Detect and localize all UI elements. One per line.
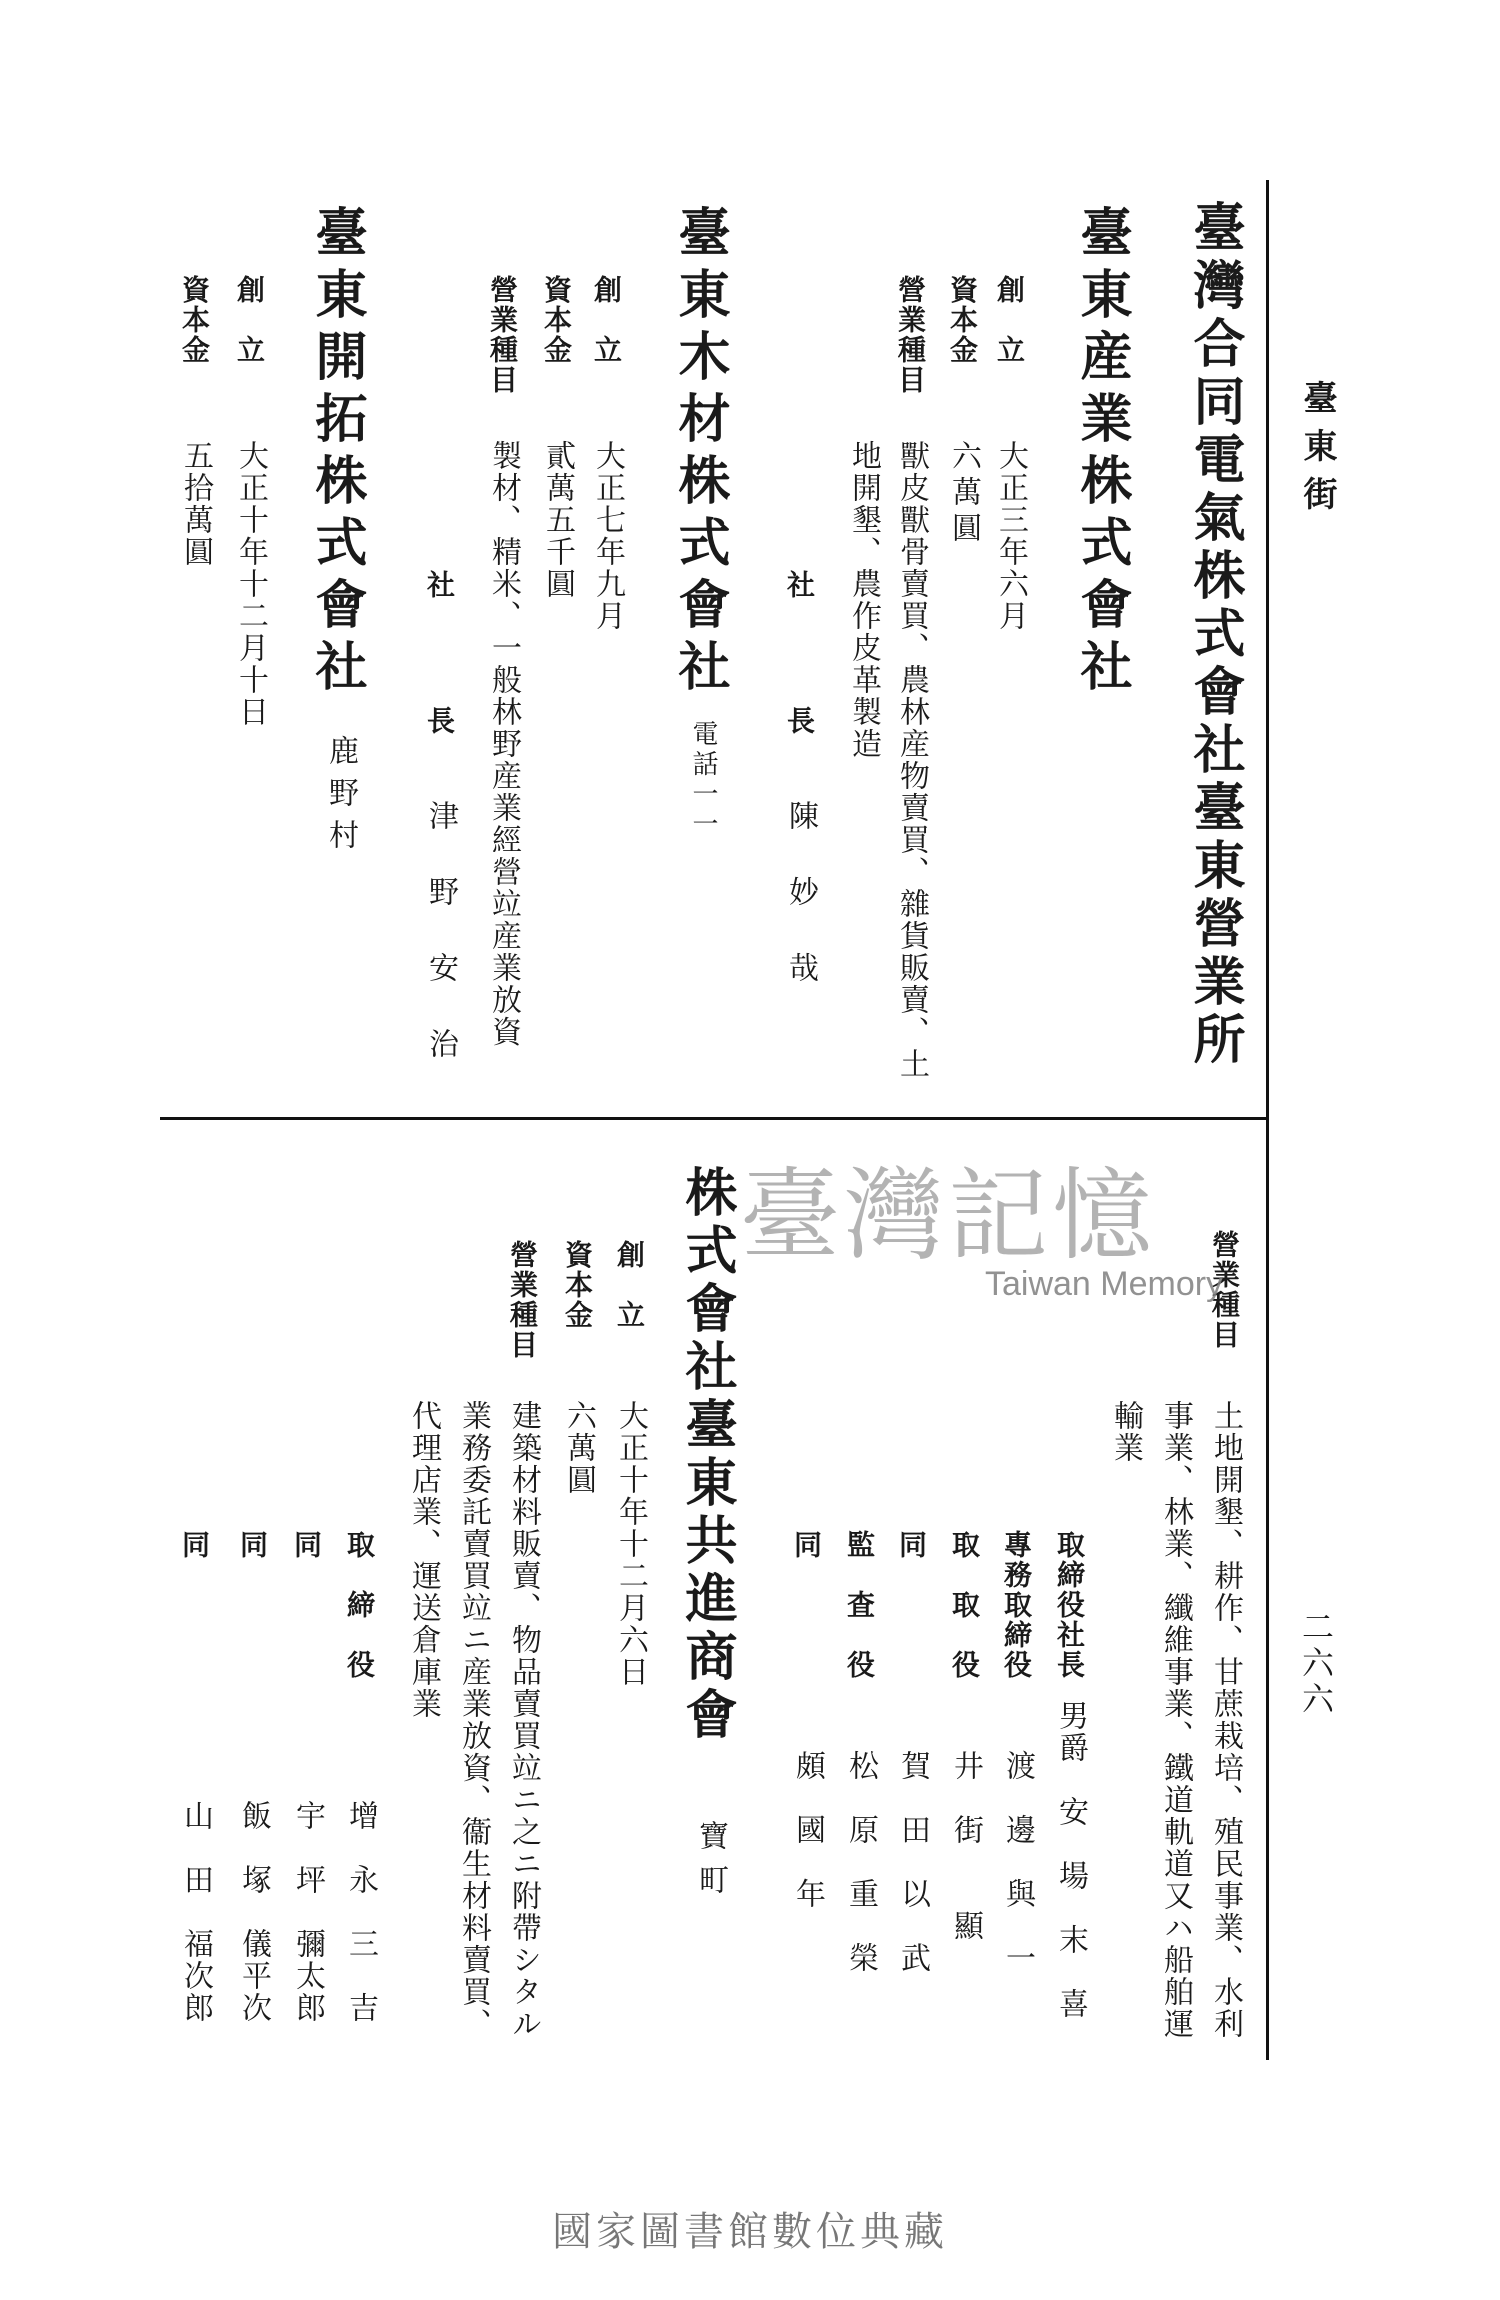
officer-role: 取 締 役 bbox=[343, 1530, 376, 1680]
officer-role: 同 bbox=[178, 1530, 211, 1560]
business-text: 代理店業、運送倉庫業 bbox=[406, 1400, 441, 1720]
business-label: 營業種目 bbox=[486, 275, 519, 395]
officer-role: 同 bbox=[790, 1530, 823, 1560]
capital-value: 五拾萬圓 bbox=[178, 440, 213, 568]
business-text: 土地開墾、耕作、甘蔗栽培、殖民事業、水利 bbox=[1208, 1400, 1243, 2040]
officer-role: 監 査 役 bbox=[843, 1530, 876, 1680]
business-text: 輸業 bbox=[1108, 1400, 1143, 1464]
capital-label: 資本金 bbox=[178, 275, 211, 365]
founded-value: 大正七年九月 bbox=[590, 440, 625, 632]
business-text: 業務委託賣買竝ニ産業放資、衞生材料賣買、 bbox=[456, 1400, 491, 2040]
company-title: 臺東産業株式會社 bbox=[1071, 205, 1132, 701]
business-text: 製材、精米、一般林野産業經營竝産業放資 bbox=[486, 440, 521, 1048]
founded-value: 大正三年六月 bbox=[993, 440, 1028, 632]
founded-label: 創 立 bbox=[613, 1240, 646, 1330]
company-location: 寶町 bbox=[693, 1820, 728, 1908]
officer-name: 松 原 重 榮 bbox=[843, 1750, 878, 1974]
capital-value: 貳萬五千圓 bbox=[540, 440, 575, 600]
officer-role: 取 取 役 bbox=[948, 1530, 981, 1680]
officer-role: 取締役社長 bbox=[1053, 1530, 1086, 1680]
running-title: 臺東街 bbox=[1297, 380, 1337, 524]
business-label: 營業種目 bbox=[506, 1240, 539, 1360]
president-name: 津 野 安 治 bbox=[423, 800, 458, 1066]
founded-label: 創 立 bbox=[993, 275, 1026, 365]
president-label: 社 長 bbox=[423, 570, 456, 774]
capital-value: 六萬圓 bbox=[561, 1400, 596, 1496]
company-title: 臺東開拓株式會社 bbox=[306, 205, 367, 701]
business-text: 建築材料販賣、物品賣買竝ニ之ニ附帶シタル bbox=[506, 1400, 541, 2040]
officer-name: 井 街 顯 bbox=[948, 1750, 983, 1942]
business-label: 營業種目 bbox=[1208, 1230, 1241, 1350]
company-location: 鹿野村 bbox=[323, 735, 358, 861]
company-title: 臺東木材株式會社 bbox=[669, 205, 730, 701]
company-title: 臺灣合同電氣株式會社臺東營業所 bbox=[1184, 200, 1245, 1070]
officer-name: 飯 塚 儀平次 bbox=[236, 1800, 271, 2024]
president-name: 陳 妙 哉 bbox=[783, 800, 818, 990]
business-text: 地開墾、農作皮革製造 bbox=[846, 440, 881, 760]
officer-role: 同 bbox=[895, 1530, 928, 1560]
business-text: 事業、林業、纖維事業、鐵道軌道又ハ船舶運 bbox=[1158, 1400, 1193, 2040]
library-footer: 國家圖書館數位典藏 bbox=[552, 2209, 948, 2255]
founded-label: 創 立 bbox=[233, 275, 266, 365]
phone-number: 電話一一 bbox=[688, 720, 718, 840]
vertical-rule bbox=[1266, 180, 1269, 2060]
horizontal-rule bbox=[160, 1117, 1268, 1120]
officer-name: 男爵 安 場 末 喜 bbox=[1053, 1700, 1088, 2020]
business-text: 獸皮獸骨賣買、農林産物賣買、雜貨販賣、土 bbox=[894, 440, 929, 1080]
officer-role: 同 bbox=[236, 1530, 269, 1560]
officer-role: 專務取締役 bbox=[1000, 1530, 1033, 1680]
president-label: 社 長 bbox=[783, 570, 816, 774]
officer-name: 頗 國 年 bbox=[790, 1750, 825, 1910]
founded-label: 創 立 bbox=[590, 275, 623, 365]
officer-name: 增 永 三 吉 bbox=[343, 1800, 378, 2024]
page-number: 二六六 bbox=[1297, 1610, 1335, 1718]
capital-label: 資本金 bbox=[540, 275, 573, 365]
company-title: 株式會社臺東共進商會 bbox=[676, 1165, 737, 1745]
capital-value: 六萬圓 bbox=[946, 440, 981, 548]
officer-name: 賀 田 以 武 bbox=[895, 1750, 930, 1974]
officer-role: 同 bbox=[290, 1530, 323, 1560]
officer-name: 宇 坪 彌太郎 bbox=[290, 1800, 325, 2024]
watermark-text: Taiwan Memory bbox=[985, 1265, 1224, 1303]
officer-name: 山 田 福次郎 bbox=[178, 1800, 213, 2024]
founded-value: 大正十年十二月十日 bbox=[233, 440, 268, 728]
capital-label: 資本金 bbox=[561, 1240, 594, 1330]
officer-name: 渡 邊 與 一 bbox=[1000, 1750, 1035, 1974]
capital-label: 資本金 bbox=[946, 275, 979, 365]
watermark-logo: 臺灣記憶 bbox=[740, 1157, 1156, 1274]
business-label: 營業種目 bbox=[894, 275, 927, 395]
founded-value: 大正十年十二月六日 bbox=[613, 1400, 648, 1688]
